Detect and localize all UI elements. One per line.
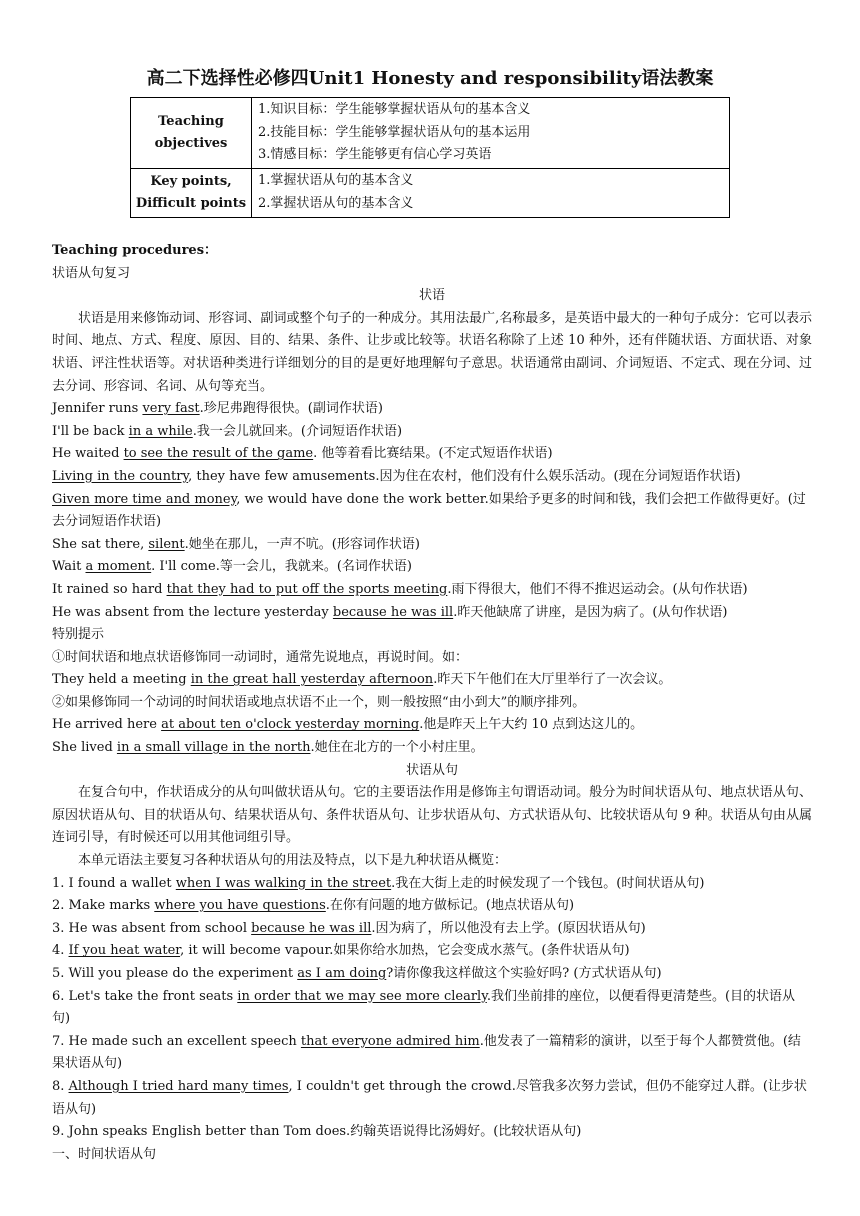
underlined-phrase: Given more time and money (52, 491, 237, 507)
header-line: Teaching (158, 113, 224, 129)
overview-text: 本单元语法主要复习各种状语从句的用法及特点，以下是九种状语从概览： (78, 853, 508, 869)
sentence-translation: .珍尼弗跑得很快。(副词作状语) (199, 401, 383, 417)
objectives-table (130, 97, 730, 218)
sentence-text: 5. Will you please do the experiment (52, 966, 298, 981)
underlined-phrase: Although I tried hard many times (68, 1078, 289, 1094)
sentence-translation: .他发表了一篇精彩的演讲，以至于每个人都赞赏他。(结果状语从句) (52, 1033, 801, 1072)
example-sentence (52, 579, 812, 602)
sentence-translation: , it will become vapour.如果你给水加热，它会变成水蒸气。(条件状语从句) (180, 943, 630, 959)
underlined-phrase: very fast (142, 401, 200, 417)
underlined-phrase: when I was walking in the street (175, 875, 392, 891)
sentence-translation: ?请你像我这样做这个实验好吗? (方式状语从句) (386, 966, 662, 981)
next-heading: 一、时间状语从句 (52, 1146, 157, 1162)
example-sentence (52, 669, 812, 692)
section-heading: 状语 (418, 288, 445, 304)
sentence-translation: .他是昨天上午大约 10 点到达这儿的。 (419, 717, 644, 733)
sentence-translation: .昨天他缺席了讲座，是因为病了。(从句作状语) (453, 604, 728, 620)
objective-item: 2.技能目标：学生能够掌握状语从句的基本运用 (258, 124, 531, 140)
sentence-translation: , we would have done the work better.如果给予更多的时间和钱，我们会把工作做得更好。(过去分词短语作状语) (52, 491, 806, 530)
sentence-text: Jennifer runs (52, 401, 143, 417)
page-title: 高二下选择性必修四Unit1 Honesty and responsibility语法教案 (146, 68, 714, 89)
underlined-phrase: in a small village in the north (116, 740, 311, 756)
tip-text: ①时间状语和地点状语修饰同一动词时，通常先说地点，再说时间。如： (52, 649, 469, 665)
sentence-translation: .雨下得很大，他们不得不推迟运动会。(从句作状语) (447, 581, 748, 597)
underlined-phrase: in a while (128, 423, 193, 439)
example-sentence (52, 556, 812, 579)
clause-example (52, 963, 812, 986)
key-point-item: 1.掌握状语从句的基本含义 (258, 173, 414, 188)
clause-example (52, 918, 812, 941)
sentence-translation: , they have few amusements.因为住在农村，他们没有什么娱乐活动。(现在分词短语作状语) (188, 468, 741, 484)
sentence-translation: .我在大街上走的时候发现了一个钱包。(时间状语从句) (391, 875, 705, 891)
underlined-phrase: as I am doing (297, 966, 387, 981)
key-points-cell (252, 168, 730, 217)
clause-example (52, 1121, 812, 1144)
key-point-item: 2.掌握状语从句的基本含义 (258, 195, 414, 211)
underlined-phrase: because he was ill (251, 920, 372, 936)
objective-item: 3.情感目标：学生能够更有信心学习英语 (258, 147, 492, 162)
header-line: Difficult points (135, 195, 247, 211)
teaching-objectives-cell (252, 98, 730, 169)
procedures-label: Teaching procedures： (52, 243, 218, 258)
underlined-phrase: in order that we may see more clearly (237, 988, 487, 1004)
key-points-header (131, 168, 252, 217)
example-sentence (52, 489, 812, 534)
sentence-translation: .因为病了，所以他没有去上学。(原因状语从句) (371, 920, 646, 936)
example-sentence (52, 398, 812, 421)
sentence-translation: .她住在北方的一个小村庄里。 (310, 740, 484, 756)
sentence-text: 1. I found a wallet (52, 875, 176, 891)
sentence-text: 3. He was absent from school (52, 920, 252, 936)
underlined-phrase: a moment (85, 559, 152, 575)
example-sentence (52, 714, 812, 737)
example-sentence (52, 443, 812, 466)
underlined-phrase: silent (148, 536, 185, 552)
sentence-translation: .她坐在那儿，一声不吭。(形容词作状语) (184, 536, 420, 552)
sentence-text: 4. (52, 943, 69, 959)
clause-example (52, 1076, 812, 1121)
example-list (52, 398, 812, 624)
sentence-text: I'll be back (52, 423, 129, 439)
underlined-phrase: If you heat water (68, 943, 181, 959)
document-body (52, 240, 812, 1166)
clause-example (52, 895, 812, 918)
underlined-phrase: Living in the country (52, 468, 189, 484)
sentence-text: She lived (52, 740, 117, 756)
sentence-text: 7. He made such an excellent speech (52, 1033, 301, 1049)
tip-example-list (52, 669, 812, 692)
section-heading: 状语从句 (405, 762, 458, 778)
example-sentence (52, 602, 812, 625)
example-sentence (52, 466, 812, 489)
clause-example (52, 986, 812, 1031)
section-intro: 状语是用来修饰动词、形容词、副词或整个句子的一种成分。其用法最广,名称最多，是英语中最大的一种句子成分：它可以表示时间、地点、方式、程度、原因、目的、结果、条件、让步或比较等。状语名称除了上述 10 种外，还有伴随状语、方面状语、对象状语、评注性状语等。对状语种类进行详细划分的目的是更好地理解句子意思。状语通常由副词、介词短语、不定式、现在分词、过去分词、形容词、名词、从句等充当。 (52, 310, 812, 394)
clause-type-list (52, 873, 812, 1144)
sentence-text: He arrived here (52, 717, 162, 733)
sentence-text: He was absent from the lecture yesterday (52, 604, 333, 620)
sentence-text: They held a meeting (52, 672, 191, 688)
sentence-translation: .昨天下午他们在大厅里举行了一次会议。 (433, 672, 672, 688)
sentence-translation: . I'll come.等一会儿，我就来。(名词作状语) (151, 559, 412, 575)
sentence-text: 2. Make marks (52, 898, 155, 914)
sentence-text: 6. Let's take the front seats (52, 988, 238, 1004)
clause-example (52, 1031, 812, 1076)
header-line: Key points, (150, 173, 232, 189)
table-row (131, 168, 730, 217)
section-intro: 在复合句中，作状语成分的从句叫做状语从句。它的主要语法作用是修饰主句谓语动词。般分为时间状语从句、地点状语从句、原因状语从句、目的状语从句、结果状语从句、条件状语从句、让步状语从句、方式状语从句、比较状语从句 9 种。状语从句由从属连词引导，有时候还可以用其他词组引导。 (52, 785, 812, 846)
example-sentence (52, 421, 812, 444)
header-line: objectives (154, 135, 228, 151)
sentence-translation: , I couldn't get through the crowd.尽管我多次努力尝试，但仍不能穿过人群。(让步状语从句) (52, 1078, 807, 1117)
clause-example (52, 940, 812, 963)
sentence-text: It rained so hard (52, 581, 167, 597)
table-row (131, 98, 730, 169)
objective-item: 1.知识目标：学生能够掌握状语从句的基本含义 (258, 102, 531, 117)
sentence-translation: .我一会儿就回来。(介词短语作状语) (192, 423, 403, 439)
underlined-phrase: at about ten o'clock yesterday morning (161, 717, 420, 733)
sentence-text: He waited (52, 446, 124, 462)
underlined-phrase: to see the result of the game (123, 446, 314, 462)
sentence-text: Wait (52, 559, 86, 575)
tip-example-list (52, 714, 812, 759)
underlined-phrase: because he was ill (332, 604, 454, 620)
teaching-objectives-header (131, 98, 252, 169)
sentence-translation: .我们坐前排的座位，以便看得更清楚些。(目的状语从句) (52, 988, 796, 1027)
sentence-text: She sat there, (52, 536, 149, 552)
underlined-phrase: that everyone admired him (300, 1033, 480, 1049)
tip-text: ②如果修饰同一个动词的时间状语或地点状语不止一个，则一般按照“由小到大”的顺序排列。 (52, 694, 586, 710)
sentence-translation: .在你有问题的地方做标记。(地点状语从句) (325, 898, 575, 914)
sentence-text: 9. John speaks English better than Tom does.约翰英语说得比汤姆好。(比较状语从句) (52, 1124, 582, 1140)
underlined-phrase: in the great hall yesterday afternoon (190, 672, 434, 688)
tip-label: 特别提示 (52, 627, 105, 643)
example-sentence (52, 534, 812, 557)
review-label: 状语从句复习 (52, 265, 131, 281)
clause-example (52, 873, 812, 896)
sentence-translation: . 他等着看比赛结果。(不定式短语作状语) (313, 446, 553, 462)
sentence-text: 8. (52, 1078, 69, 1094)
underlined-phrase: where you have questions (154, 898, 326, 914)
underlined-phrase: that they had to put off the sports meeting (166, 581, 448, 597)
example-sentence (52, 737, 812, 760)
